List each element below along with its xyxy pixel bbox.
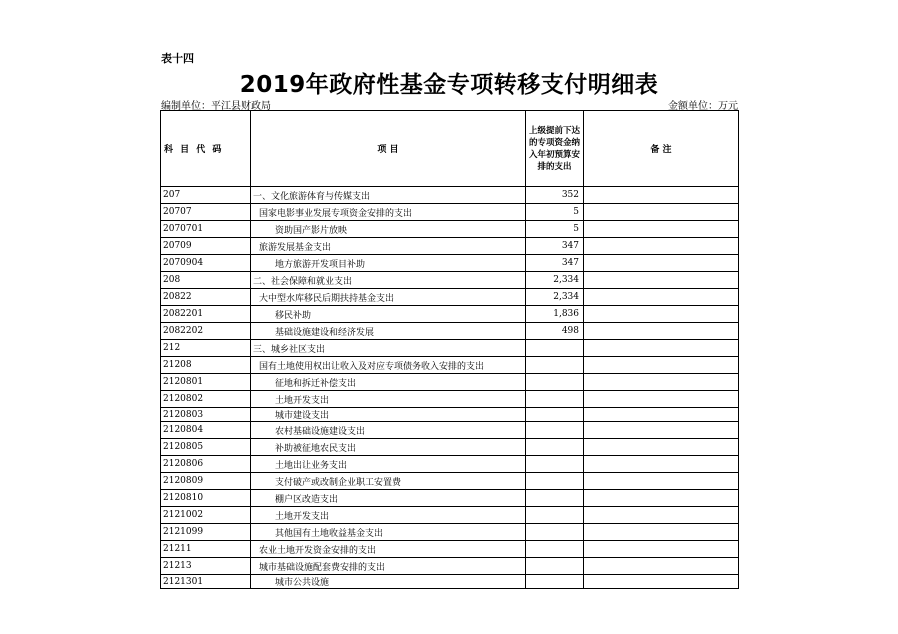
table-row xyxy=(161,272,739,289)
cell-code: 2121301 xyxy=(161,575,251,589)
cell-item: 农村基础设施建设支出 xyxy=(251,422,526,439)
header-item: 项 目 xyxy=(251,111,526,187)
table-row xyxy=(161,490,739,507)
cell-amount xyxy=(526,507,584,524)
cell-amount: 347 xyxy=(526,238,584,255)
cell-amount xyxy=(526,524,584,541)
cell-item: 征地和拆迁补偿支出 xyxy=(251,374,526,391)
table-row xyxy=(161,575,739,589)
cell-amount xyxy=(526,391,584,408)
cell-code: 207 xyxy=(161,187,251,204)
cell-amount xyxy=(526,473,584,490)
cell-item: 地方旅游开发项目补助 xyxy=(251,255,526,272)
cell-note xyxy=(584,306,739,323)
cell-item: 基础设施建设和经济发展 xyxy=(251,323,526,340)
cell-note xyxy=(584,490,739,507)
table-row xyxy=(161,439,739,456)
cell-note xyxy=(584,357,739,374)
cell-amount xyxy=(526,575,584,589)
cell-note xyxy=(584,238,739,255)
cell-code: 2121099 xyxy=(161,524,251,541)
header-note: 备 注 xyxy=(584,111,739,187)
cell-amount: 5 xyxy=(526,221,584,238)
cell-code: 20707 xyxy=(161,204,251,221)
cell-note xyxy=(584,374,739,391)
cell-code: 21213 xyxy=(161,558,251,575)
cell-code: 21211 xyxy=(161,541,251,558)
cell-amount xyxy=(526,340,584,357)
table-row xyxy=(161,323,739,340)
page-title: 2019年政府性基金专项转移支付明细表 xyxy=(239,72,659,98)
cell-note xyxy=(584,323,739,340)
cell-note xyxy=(584,408,739,422)
cell-item: 补助被征地农民支出 xyxy=(251,439,526,456)
cell-item: 其他国有土地收益基金支出 xyxy=(251,524,526,541)
cell-note xyxy=(584,272,739,289)
table-row xyxy=(161,238,739,255)
sheet-label: 表十四 xyxy=(161,52,194,65)
cell-code: 2120809 xyxy=(161,473,251,490)
table-row xyxy=(161,255,739,272)
table-row xyxy=(161,456,739,473)
cell-item: 国家电影事业发展专项资金安排的支出 xyxy=(251,204,526,221)
cell-note xyxy=(584,187,739,204)
cell-code: 2082201 xyxy=(161,306,251,323)
cell-code: 2120806 xyxy=(161,456,251,473)
cell-code: 2120810 xyxy=(161,490,251,507)
cell-amount xyxy=(526,357,584,374)
cell-amount: 2,334 xyxy=(526,289,584,306)
cell-item: 城市基础设施配套费安排的支出 xyxy=(251,558,526,575)
cell-item: 大中型水库移民后期扶持基金支出 xyxy=(251,289,526,306)
cell-code: 20709 xyxy=(161,238,251,255)
cell-amount: 2,334 xyxy=(526,272,584,289)
cell-note xyxy=(584,456,739,473)
table-row xyxy=(161,391,739,408)
cell-code: 2082202 xyxy=(161,323,251,340)
cell-amount xyxy=(526,374,584,391)
table-row xyxy=(161,306,739,323)
cell-code: 2120803 xyxy=(161,408,251,422)
cell-note xyxy=(584,340,739,357)
cell-code: 2120802 xyxy=(161,391,251,408)
cell-note xyxy=(584,541,739,558)
cell-item: 旅游发展基金支出 xyxy=(251,238,526,255)
cell-code: 2120804 xyxy=(161,422,251,439)
table-row xyxy=(161,357,739,374)
cell-note xyxy=(584,558,739,575)
cell-note xyxy=(584,289,739,306)
table-header-row xyxy=(161,111,739,187)
table-row xyxy=(161,507,739,524)
cell-amount xyxy=(526,456,584,473)
prepared-by: 编制单位：平江县财政局 xyxy=(161,101,271,112)
table-row xyxy=(161,524,739,541)
cell-note xyxy=(584,255,739,272)
table-row xyxy=(161,408,739,422)
table-body xyxy=(161,187,739,589)
cell-code: 208 xyxy=(161,272,251,289)
cell-note xyxy=(584,221,739,238)
cell-item: 城市公共设施 xyxy=(251,575,526,589)
cell-amount: 5 xyxy=(526,204,584,221)
cell-note xyxy=(584,391,739,408)
table-row xyxy=(161,473,739,490)
cell-item: 资助国产影片放映 xyxy=(251,221,526,238)
cell-note xyxy=(584,439,739,456)
amount-unit: 金额单位：万元 xyxy=(668,101,738,112)
cell-item: 移民补助 xyxy=(251,306,526,323)
cell-item: 土地开发支出 xyxy=(251,391,526,408)
table-row xyxy=(161,187,739,204)
cell-code: 20822 xyxy=(161,289,251,306)
cell-code: 2120805 xyxy=(161,439,251,456)
table-row xyxy=(161,374,739,391)
table-row xyxy=(161,340,739,357)
cell-amount: 352 xyxy=(526,187,584,204)
cell-amount xyxy=(526,408,584,422)
cell-code: 2120801 xyxy=(161,374,251,391)
cell-note xyxy=(584,473,739,490)
cell-amount: 347 xyxy=(526,255,584,272)
cell-item: 三、城乡社区支出 xyxy=(251,340,526,357)
cell-item: 支付破产或改制企业职工安置费 xyxy=(251,473,526,490)
cell-code: 2070904 xyxy=(161,255,251,272)
cell-code: 21208 xyxy=(161,357,251,374)
cell-amount xyxy=(526,490,584,507)
cell-note xyxy=(584,524,739,541)
cell-note xyxy=(584,422,739,439)
cell-item: 一、文化旅游体育与传媒支出 xyxy=(251,187,526,204)
cell-item: 棚户区改造支出 xyxy=(251,490,526,507)
table-row xyxy=(161,204,739,221)
cell-note xyxy=(584,507,739,524)
cell-item: 二、社会保障和就业支出 xyxy=(251,272,526,289)
cell-note xyxy=(584,575,739,589)
transfer-payment-table xyxy=(160,110,739,589)
cell-item: 国有土地使用权出让收入及对应专项债务收入安排的支出 xyxy=(251,357,526,374)
cell-item: 农业土地开发资金安排的支出 xyxy=(251,541,526,558)
cell-item: 土地开发支出 xyxy=(251,507,526,524)
cell-code: 212 xyxy=(161,340,251,357)
cell-amount xyxy=(526,541,584,558)
table-row xyxy=(161,422,739,439)
header-code: 科 目 代 码 xyxy=(161,111,251,187)
cell-amount: 1,836 xyxy=(526,306,584,323)
cell-amount xyxy=(526,558,584,575)
table-row xyxy=(161,289,739,306)
cell-code: 2070701 xyxy=(161,221,251,238)
table-row xyxy=(161,541,739,558)
cell-amount: 498 xyxy=(526,323,584,340)
cell-amount xyxy=(526,422,584,439)
table-row xyxy=(161,221,739,238)
cell-item: 土地出让业务支出 xyxy=(251,456,526,473)
cell-code: 2121002 xyxy=(161,507,251,524)
cell-item: 城市建设支出 xyxy=(251,408,526,422)
cell-note xyxy=(584,204,739,221)
table-row xyxy=(161,558,739,575)
cell-amount xyxy=(526,439,584,456)
header-amount: 上级提前下达的专项资金纳入年初预算安排的支出 xyxy=(526,111,584,187)
